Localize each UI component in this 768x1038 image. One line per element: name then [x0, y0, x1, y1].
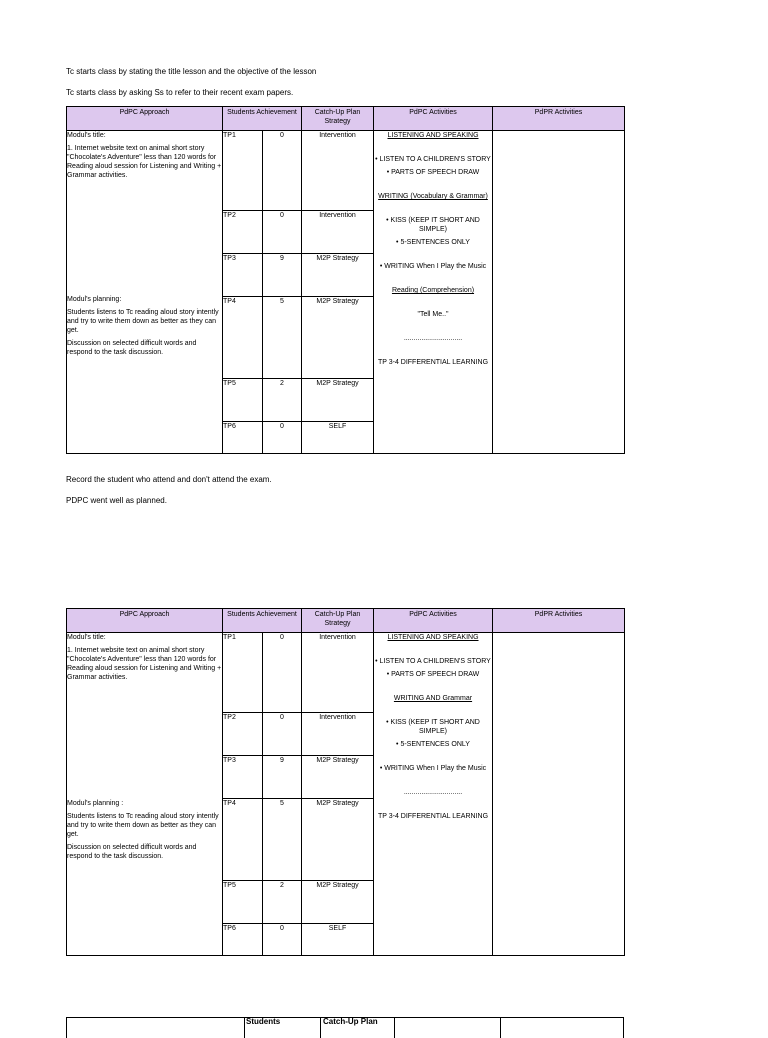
modul-title-text: 1. Internet website text on animal short story "Chocolate's Adventure" less than 120 words for Reading aloud session for Listening and Writing + Grammar activities. [67, 647, 222, 681]
strategy-cell: M2P Strategy [302, 297, 374, 379]
header-pdpc-activities: PdPC Activities [374, 107, 493, 131]
differential-learning: TP 3-4 DIFFERENTIAL LEARNING [377, 359, 489, 366]
partial-header-catch-up: Catch-Up Plan [323, 1017, 378, 1026]
kiss-item: • KISS (KEEP IT SHORT AND SIMPLE) [386, 719, 480, 735]
parts-item: • PARTS OF SPEECH DRAW [386, 671, 480, 678]
modul-title-label: Modul's title: [67, 132, 106, 139]
achievement-count: 9 [263, 254, 302, 297]
tp-label: TP5 [223, 881, 263, 924]
achievement-count: 2 [263, 379, 302, 422]
activities-cell [374, 633, 493, 956]
tp-label: TP6 [223, 924, 263, 956]
achievement-count: 5 [263, 799, 302, 881]
tell-item: "Tell Me.." [417, 311, 449, 318]
modul-title-label: Modul's title: [67, 634, 106, 641]
pdpc-table-2 [66, 608, 625, 956]
sentences-item: • 5-SENTENCES ONLY [396, 239, 470, 246]
tp-label: TP6 [223, 422, 263, 454]
tp-label: TP2 [223, 713, 263, 756]
partial-table-3 [66, 1017, 624, 1038]
reading-heading: Reading (Comprehension) [391, 287, 475, 294]
listening-heading: LISTENING AND SPEAKING [387, 634, 479, 641]
record-note: Record the student who attend and don't attend the exam. [66, 475, 272, 484]
strategy-cell: M2P Strategy [302, 254, 374, 297]
modul-planning-text: Students listens to Tc reading aloud story intently and try to write them down as better as they can get. [67, 309, 219, 334]
strategy-cell: Intervention [302, 211, 374, 254]
approach-cell [67, 131, 223, 454]
strategy-cell: Intervention [302, 713, 374, 756]
dots-divider: .............................. [403, 789, 463, 796]
discussion-text: Discussion on selected difficult words and respond to the task discussion. [67, 340, 197, 356]
intro-line-2: Tc starts class by asking Ss to refer to their recent exam papers. [66, 88, 294, 97]
listening-heading: LISTENING AND SPEAKING [387, 132, 479, 139]
achievement-count: 0 [263, 633, 302, 713]
discussion-text: Discussion on selected difficult words and respond to the task discussion. [67, 844, 197, 860]
listen-item: • LISTEN TO A CHILDREN'S STORY [375, 156, 491, 163]
music-item: • WRITING When I Play the Music [379, 263, 487, 270]
header-students-achievement: Students Achievement [223, 609, 302, 633]
tp-label: TP4 [223, 297, 263, 379]
writing-heading: WRITING (Vocabulary & Grammar) [378, 193, 488, 200]
tp-label: TP2 [223, 211, 263, 254]
achievement-count: 0 [263, 211, 302, 254]
strategy-cell: M2P Strategy [302, 799, 374, 881]
strategy-cell: M2P Strategy [302, 756, 374, 799]
music-item: • WRITING When I Play the Music [379, 765, 487, 772]
achievement-count: 0 [263, 422, 302, 454]
pdpr-cell [493, 131, 625, 454]
header-students-achievement: Students Achievement [223, 107, 302, 131]
strategy-cell: SELF [302, 422, 374, 454]
activities-cell [374, 131, 493, 454]
modul-planning-text: Students listens to Tc reading aloud story intently and try to write them down as better as they can get. [67, 813, 219, 838]
kiss-item: • KISS (KEEP IT SHORT AND SIMPLE) [386, 217, 480, 233]
achievement-count: 0 [263, 924, 302, 956]
header-pdpr-activities: PdPR Activities [493, 609, 625, 633]
intro-line-1: Tc starts class by stating the title lesson and the objective of the lesson [66, 67, 317, 76]
tp-label: TP1 [223, 633, 263, 713]
achievement-count: 9 [263, 756, 302, 799]
achievement-count: 2 [263, 881, 302, 924]
achievement-count: 0 [263, 713, 302, 756]
tp-label: TP4 [223, 799, 263, 881]
pdpc-table-1 [66, 106, 625, 454]
strategy-cell: M2P Strategy [302, 379, 374, 422]
parts-item: • PARTS OF SPEECH DRAW [386, 169, 480, 176]
modul-planning-label: Modul's planning: [67, 296, 122, 303]
strategy-cell: Intervention [302, 131, 374, 211]
header-pdpc-approach: PdPC Approach [67, 107, 223, 131]
tp-label: TP3 [223, 756, 263, 799]
achievement-count: 5 [263, 297, 302, 379]
approach-cell [67, 633, 223, 956]
header-pdpr-activities: PdPR Activities [493, 107, 625, 131]
strategy-cell: Intervention [302, 633, 374, 713]
header-catch-up-plan: Catch-Up Plan Strategy [302, 609, 374, 633]
tp-label: TP3 [223, 254, 263, 297]
listen-item: • LISTEN TO A CHILDREN'S STORY [375, 658, 491, 665]
modul-planning-label: Modul's planning : [67, 800, 124, 807]
differential-learning: TP 3-4 DIFFERENTIAL LEARNING [377, 813, 489, 820]
partial-header-students: Students [246, 1017, 281, 1026]
header-pdpc-approach: PdPC Approach [67, 609, 223, 633]
modul-title-text: 1. Internet website text on animal short story "Chocolate's Adventure" less than 120 words for Reading aloud session for Listening and Writing + Grammar activities. [67, 145, 222, 179]
dots-divider: .............................. [403, 335, 463, 342]
writing-heading: WRITING AND Grammar [393, 695, 473, 702]
header-pdpc-activities: PdPC Activities [374, 609, 493, 633]
pdpr-cell [493, 633, 625, 956]
strategy-cell: M2P Strategy [302, 881, 374, 924]
achievement-count: 0 [263, 131, 302, 211]
strategy-cell: SELF [302, 924, 374, 956]
header-catch-up-plan: Catch-Up Plan Strategy [302, 107, 374, 131]
went-well-note: PDPC went well as planned. [66, 496, 167, 505]
sentences-item: • 5-SENTENCES ONLY [396, 741, 470, 748]
tp-label: TP1 [223, 131, 263, 211]
tp-label: TP5 [223, 379, 263, 422]
